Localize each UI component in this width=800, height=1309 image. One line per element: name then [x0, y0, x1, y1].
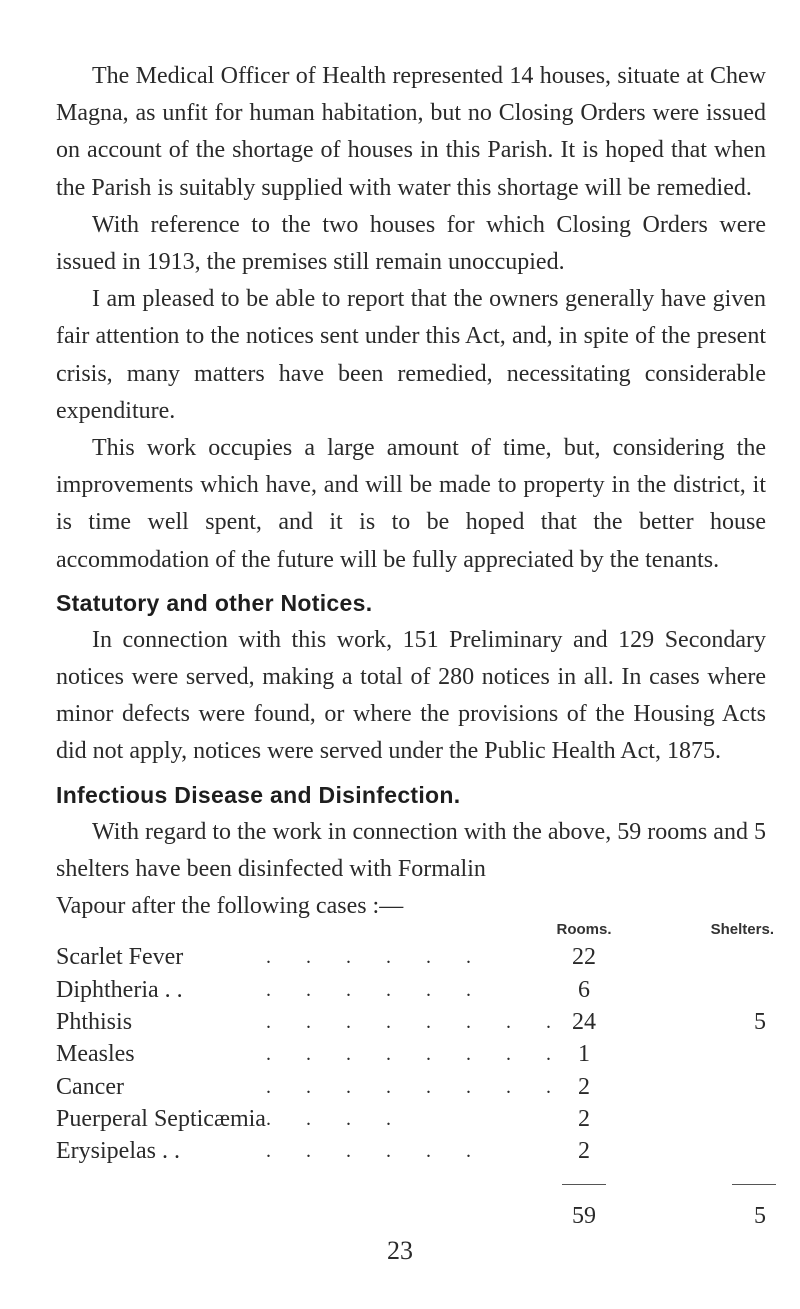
table-row — [56, 1038, 766, 1070]
paragraph-closing-orders-1913: With reference to the two houses for which Closing Orders were issued in 1913, the premises still remain unoccupied. — [56, 211, 766, 276]
heading-infectious-disease: Infectious Disease and Disinfection. — [56, 781, 461, 808]
rooms-count: 2 — [578, 1105, 591, 1132]
rooms-count: 1 — [578, 1041, 591, 1068]
leader-dots: . . . . . . . . — [265, 1011, 552, 1033]
leader-dots: . . . . — [265, 1107, 392, 1130]
disinfection-table — [56, 921, 774, 1233]
paragraph-notices-served: In connection with this work, 151 Preliminary and 129 Secondary notices were served, making a total of 280 notices in all. In cases where minor defects were found, or where the provisions of the Housing Acts did not apply, notices were served under the Public Health Act, 1875. — [56, 626, 766, 765]
disease-name: Measles — [56, 1041, 135, 1068]
shelters-count — [616, 1038, 766, 1070]
shelters-count — [616, 974, 766, 1006]
rooms-count: 2 — [578, 1138, 591, 1165]
total-rooms: 59 — [572, 1203, 597, 1230]
column-header-shelters: Shelters. — [710, 921, 774, 939]
page-number: 23 — [387, 1236, 413, 1265]
rooms-count: 22 — [572, 944, 597, 971]
leader-dots: . . . . . . . . — [265, 1075, 552, 1098]
total-row — [56, 1199, 766, 1233]
paragraph-disinfection: With regard to the work in connection with the above, 59 rooms and 5 shelters have been disinfected with Formalin — [56, 818, 766, 882]
disease-name: Diphtheria . . — [56, 976, 183, 1003]
heading-statutory-notices: Statutory and other Notices. — [56, 589, 373, 616]
disease-name: Phthisis — [56, 1009, 133, 1035]
shelters-count — [616, 1070, 766, 1102]
disease-name: Scarlet Fever — [56, 944, 184, 971]
table-row — [56, 974, 766, 1006]
leader-dots: . . . . . . — [265, 978, 472, 1001]
leader-dots: . . . . . . . . — [265, 1043, 552, 1066]
total-rule-shelters — [732, 1184, 776, 1185]
total-rule-rooms — [562, 1184, 606, 1185]
shelters-count — [616, 1103, 766, 1135]
disease-name: Cancer — [56, 1073, 124, 1100]
column-header-rooms: Rooms. — [556, 921, 612, 939]
table-row — [56, 941, 766, 973]
total-rule-row — [56, 1167, 766, 1199]
table-row — [56, 1135, 766, 1167]
table-row — [56, 1006, 766, 1038]
leader-dots: . . . . . . — [265, 1140, 472, 1163]
disease-name: Puerperal Septicæmia — [56, 1105, 266, 1132]
shelters-count: 5 — [754, 1009, 766, 1035]
paragraph-owners-attention: I am pleased to be able to report that the owners generally have given fair attention to the notices sent under this Act, and, in spite of the present crisis, many matters have been remedied, necessitating considerable expenditure. — [56, 286, 766, 424]
disease-name: Erysipelas . . — [56, 1138, 180, 1165]
paragraph-work-occupies: This work occupies a large amount of time, but, considering the improvements which have, and will be made to property in the district, it is time well spent, and it is to be hoped that the better house accommodation of the future will be fully appreciated by the tenants. — [56, 435, 766, 573]
table-intro-line: Vapour after the following cases :— — [56, 893, 404, 920]
shelters-count — [616, 1135, 766, 1167]
leader-dots: . . . . . . — [265, 946, 472, 969]
table-row — [56, 1103, 766, 1135]
table-row — [56, 1070, 766, 1102]
paragraph-chew-magna: The Medical Officer of Health represented 14 houses, situate at Chew Magna, as unfit for human habitation, but no Closing Orders were issued on account of the shortage of houses in this Parish. It is hoped that when the Parish is suitably supplied with water this shortage will be remedied. — [56, 63, 766, 201]
total-shelters: 5 — [754, 1203, 766, 1230]
rooms-count: 6 — [578, 976, 591, 1003]
table-header-row — [56, 925, 766, 941]
rooms-count: 2 — [578, 1073, 591, 1100]
shelters-count — [616, 941, 766, 973]
document-page — [56, 58, 774, 1233]
rooms-count: 24 — [572, 1009, 597, 1035]
